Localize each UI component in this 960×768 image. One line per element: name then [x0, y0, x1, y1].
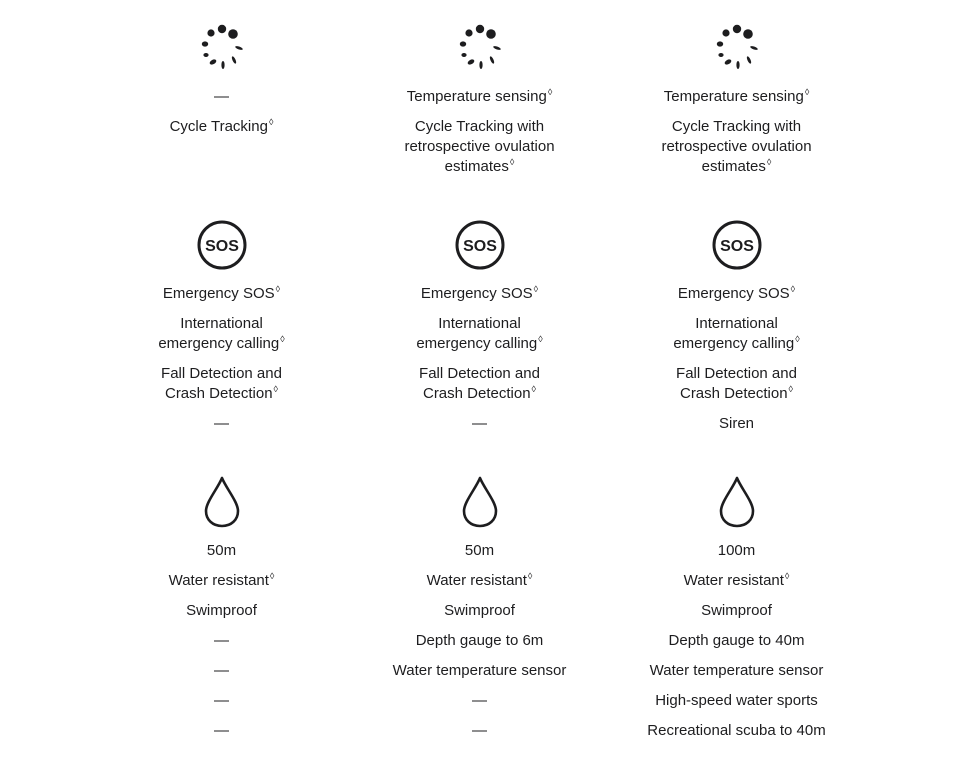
model-column-2 [351, 0, 608, 768]
fall-detection-line-1: Fall Detection and [419, 365, 540, 382]
depth-gauge-feature: Depth gauge to 40m [668, 632, 805, 649]
international-calling-line-1: International [695, 315, 778, 332]
footnote-mark: ◊ [533, 284, 539, 294]
recreational-scuba-value: — [472, 722, 487, 739]
cycle-tracking-line-3: estimates◊ [444, 157, 515, 175]
high-speed-water-sports-value: — [214, 692, 229, 709]
fall-detection-line-1: Fall Detection and [161, 365, 282, 382]
cycle-tracking-feature: Cycle Tracking◊ [169, 117, 274, 135]
temperature-sensing-feature: Temperature sensing◊ [406, 87, 553, 105]
footnote-mark: ◊ [509, 157, 515, 167]
fall-detection-line-2: Crash Detection◊ [164, 384, 278, 402]
fall-detection-line-1: Fall Detection and [676, 365, 797, 382]
footnote-mark: ◊ [268, 117, 274, 127]
sos-badge-text: SOS [719, 238, 754, 255]
water-temperature-feature: Water temperature sensor [392, 662, 567, 679]
swimproof-feature: Swimproof [701, 602, 772, 619]
water-resistant-feature: Water resistant◊ [683, 571, 790, 589]
depth-gauge-value: — [214, 632, 229, 649]
water-drop-icon [462, 476, 498, 528]
cycle-tracking-line-2: retrospective ovulation [661, 138, 812, 155]
cycle-tracking-line-2: retrospective ovulation [404, 138, 555, 155]
water-drop-icon [719, 476, 755, 528]
high-speed-water-sports-value: — [472, 692, 487, 709]
cycle-tracking-dots-icon [197, 22, 247, 72]
footnote-mark: ◊ [547, 87, 553, 97]
emergency-sos-feature: Emergency SOS◊ [420, 284, 539, 302]
international-calling-line-2: emergency calling◊ [416, 334, 543, 352]
temperature-sensing-feature: Temperature sensing◊ [663, 87, 810, 105]
footnote-mark: ◊ [273, 384, 278, 394]
temperature-sensing-value: — [214, 88, 229, 105]
footnote-mark: ◊ [275, 284, 281, 294]
international-calling-line-2: emergency calling◊ [158, 334, 285, 352]
fall-detection-line-2: Crash Detection◊ [679, 384, 793, 402]
siren-value: — [472, 415, 487, 432]
depth-gauge-feature: Depth gauge to 6m [415, 632, 544, 649]
recreational-scuba-value: — [214, 722, 229, 739]
footnote-mark: ◊ [804, 87, 810, 97]
footnote-mark: ◊ [795, 334, 800, 344]
swimproof-feature: Swimproof [444, 602, 515, 619]
international-calling-line-2: emergency calling◊ [673, 334, 800, 352]
cycle-tracking-line-1: Cycle Tracking with [671, 118, 802, 135]
sos-icon [712, 220, 762, 270]
sos-badge-text: SOS [204, 238, 239, 255]
international-calling-line-1: International [180, 315, 263, 332]
cycle-tracking-dots-icon [712, 22, 762, 72]
footnote-mark: ◊ [280, 334, 285, 344]
footnote-mark: ◊ [766, 157, 772, 167]
sos-icon [197, 220, 247, 270]
footnote-mark: ◊ [784, 571, 790, 581]
international-calling-line-1: International [438, 315, 521, 332]
water-resistant-feature: Water resistant◊ [426, 571, 533, 589]
swimproof-feature: Swimproof [186, 602, 257, 619]
depth-rating: 50m [206, 542, 237, 559]
water-drop-icon [204, 476, 240, 528]
recreational-scuba-feature: Recreational scuba to 40m [647, 722, 826, 739]
footnote-mark: ◊ [531, 384, 536, 394]
siren-value: — [214, 415, 229, 432]
emergency-sos-feature: Emergency SOS◊ [677, 284, 796, 302]
depth-rating: 100m [717, 542, 756, 559]
water-resistant-feature: Water resistant◊ [168, 571, 275, 589]
cycle-tracking-dots-icon [455, 22, 505, 72]
emergency-sos-feature: Emergency SOS◊ [162, 284, 281, 302]
cycle-tracking-line-1: Cycle Tracking with [414, 118, 545, 135]
water-temperature-value: — [214, 662, 229, 679]
siren-feature: Siren [718, 415, 755, 432]
model-column-1 [93, 0, 350, 768]
sos-icon [455, 220, 505, 270]
cycle-tracking-line-3: estimates◊ [701, 157, 772, 175]
model-column-3 [608, 0, 865, 768]
footnote-mark: ◊ [269, 571, 275, 581]
depth-rating: 50m [464, 542, 495, 559]
footnote-mark: ◊ [790, 284, 796, 294]
water-temperature-feature: Water temperature sensor [649, 662, 824, 679]
sos-badge-text: SOS [462, 238, 497, 255]
footnote-mark: ◊ [538, 334, 543, 344]
footnote-mark: ◊ [788, 384, 793, 394]
footnote-mark: ◊ [527, 571, 533, 581]
fall-detection-line-2: Crash Detection◊ [422, 384, 536, 402]
high-speed-water-sports-feature: High-speed water sports [655, 692, 818, 709]
